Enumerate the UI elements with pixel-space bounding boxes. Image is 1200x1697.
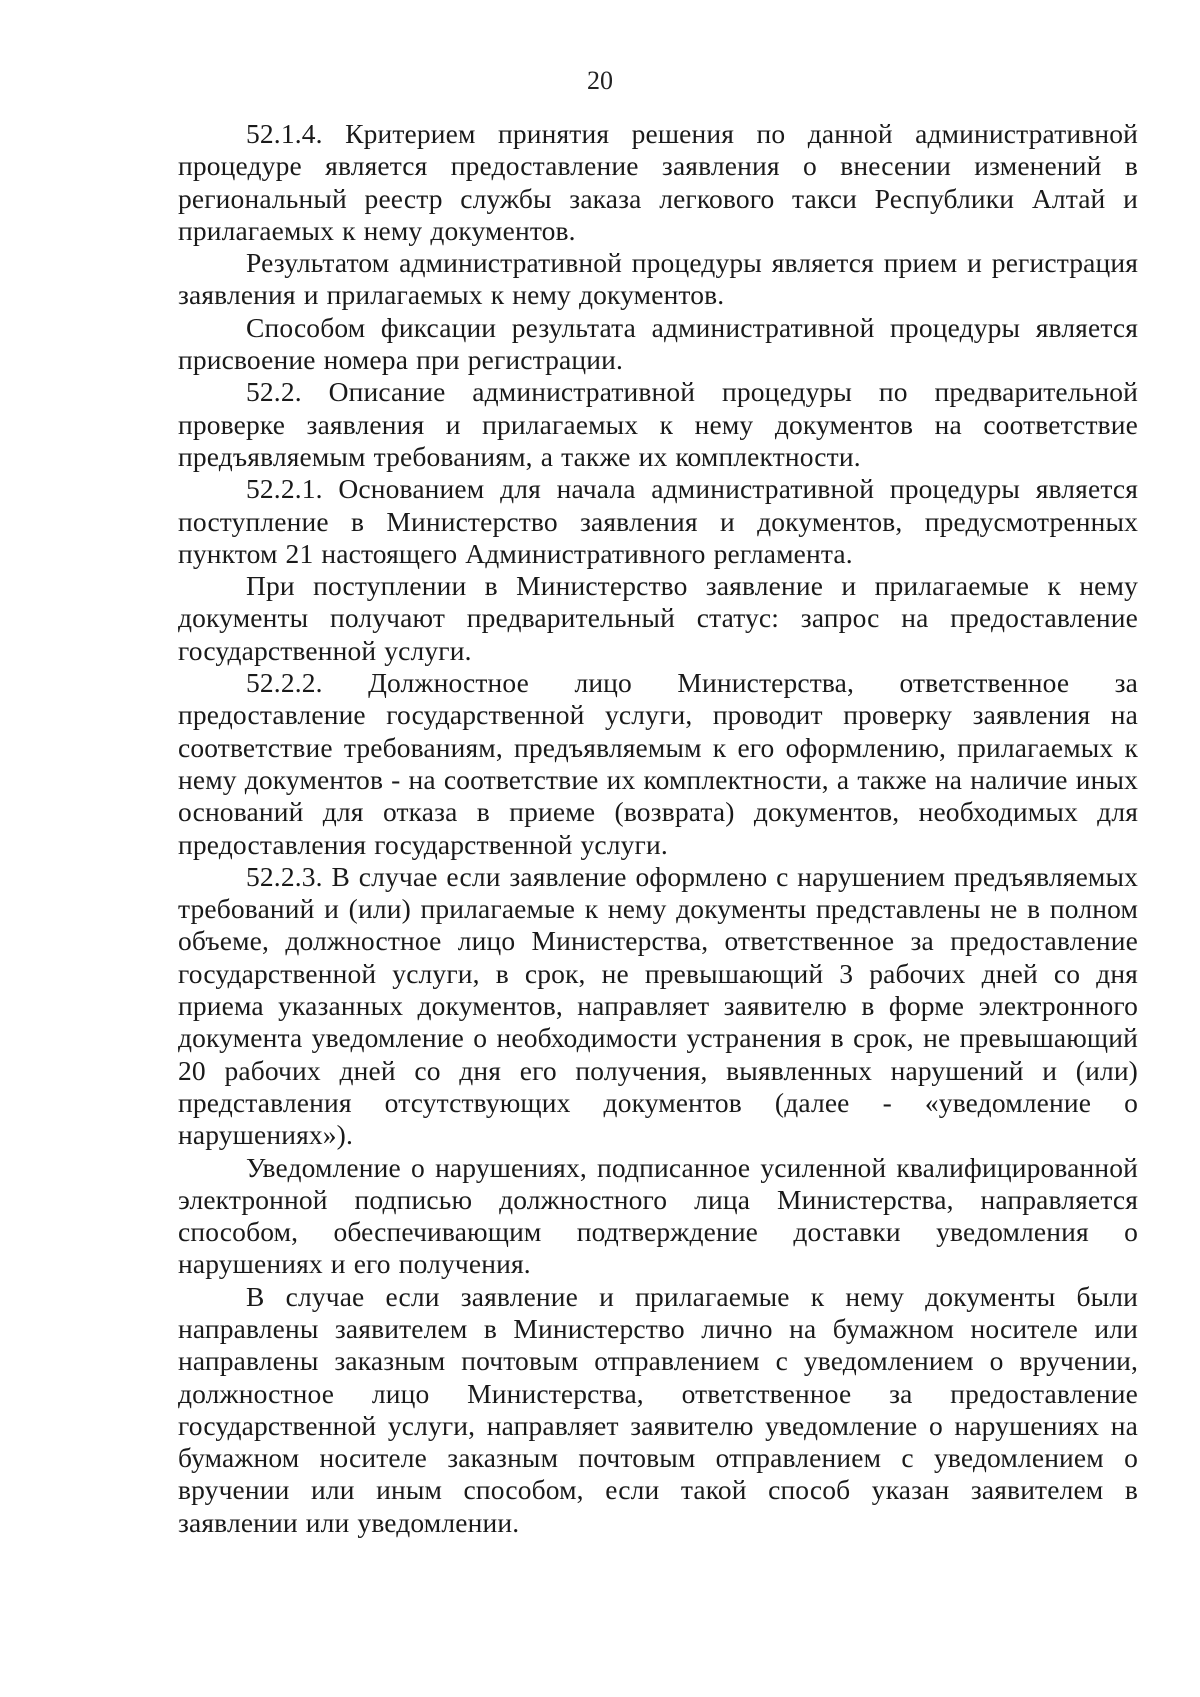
paragraph-fixation-method: Способом фиксации результата административной процедуры является присвоение номера при регистрации. <box>178 311 1138 376</box>
paragraph-52-2-1: 52.2.1. Основанием для начала административной процедуры является поступление в Министерство заявления и документов, предусмотренных пунктом 21 настоящего Административного регламента. <box>178 473 1138 569</box>
paragraph-paper-submission: В случае если заявление и прилагаемые к нему документы были направлены заявителем в Министерство лично на бумажном носителе или направлены заказным почтовым отправлением с уведомлением о вручении, должностное лицо Министерства, ответственное за предоставление государственной услуги, направляет заявителю уведомление о нарушениях на бумажном носителе заказным почтовым отправлением с уведомлением о вручении или иным способом, если такой способ указан заявителем в заявлении или уведомлении. <box>178 1280 1138 1538</box>
paragraph-52-1-4: 52.1.4. Критерием принятия решения по данной административной процедуре является предоставление заявления о внесении изменений в региональный реестр службы заказа легкового такси Республики Алтай и прилагаемых к нему документов. <box>178 118 1138 246</box>
paragraph-52-2-3: 52.2.3. В случае если заявление оформлено с нарушением предъявляемых требований и (или) прилагаемые к нему документы представлены не в полном объеме, должностное лицо Министерства, ответственное за предоставление государственной услуги, в срок, не превышающий 3 рабочих дней со дня приема указанных документов, направляет заявителю в форме электронного документа уведомление о необходимости устранения в срок, не превышающий 20 рабочих дней со дня его получения, выявленных нарушений и (или) представления отсутствующих документов (далее - «уведомление о нарушениях»). <box>178 860 1138 1151</box>
paragraph-result: Результатом административной процедуры является прием и регистрация заявления и прилагаемых к нему документов. <box>178 247 1138 311</box>
document-body <box>178 118 1138 1539</box>
page-number: 20 <box>587 66 613 95</box>
paragraph-52-2-2: 52.2.2. Должностное лицо Министерства, ответственное за предоставление государственной услуги, проводит проверку заявления на соответствие требованиям, предъявляемым к его оформлению, прилагаемых к нему документов - на соответствие их комплектности, а также на наличие иных оснований для отказа в приеме (возврата) документов, необходимых для предоставления государственной услуги. <box>178 667 1138 860</box>
paragraph-52-2: 52.2. Описание административной процедуры по предварительной проверке заявления и прилагаемых к нему документов на соответствие предъявляемым требованиям, а также их комплектности. <box>178 376 1138 472</box>
paragraph-preliminary-status: При поступлении в Министерство заявление и прилагаемые к нему документы получают предварительный статус: запрос на предоставление государственной услуги. <box>178 570 1138 666</box>
paragraph-violation-notice: Уведомление о нарушениях, подписанное усиленной квалифицированной электронной подписью должностного лица Министерства, направляется способом, обеспечивающим подтверждение доставки уведомления о нарушениях и его получения. <box>178 1151 1138 1280</box>
